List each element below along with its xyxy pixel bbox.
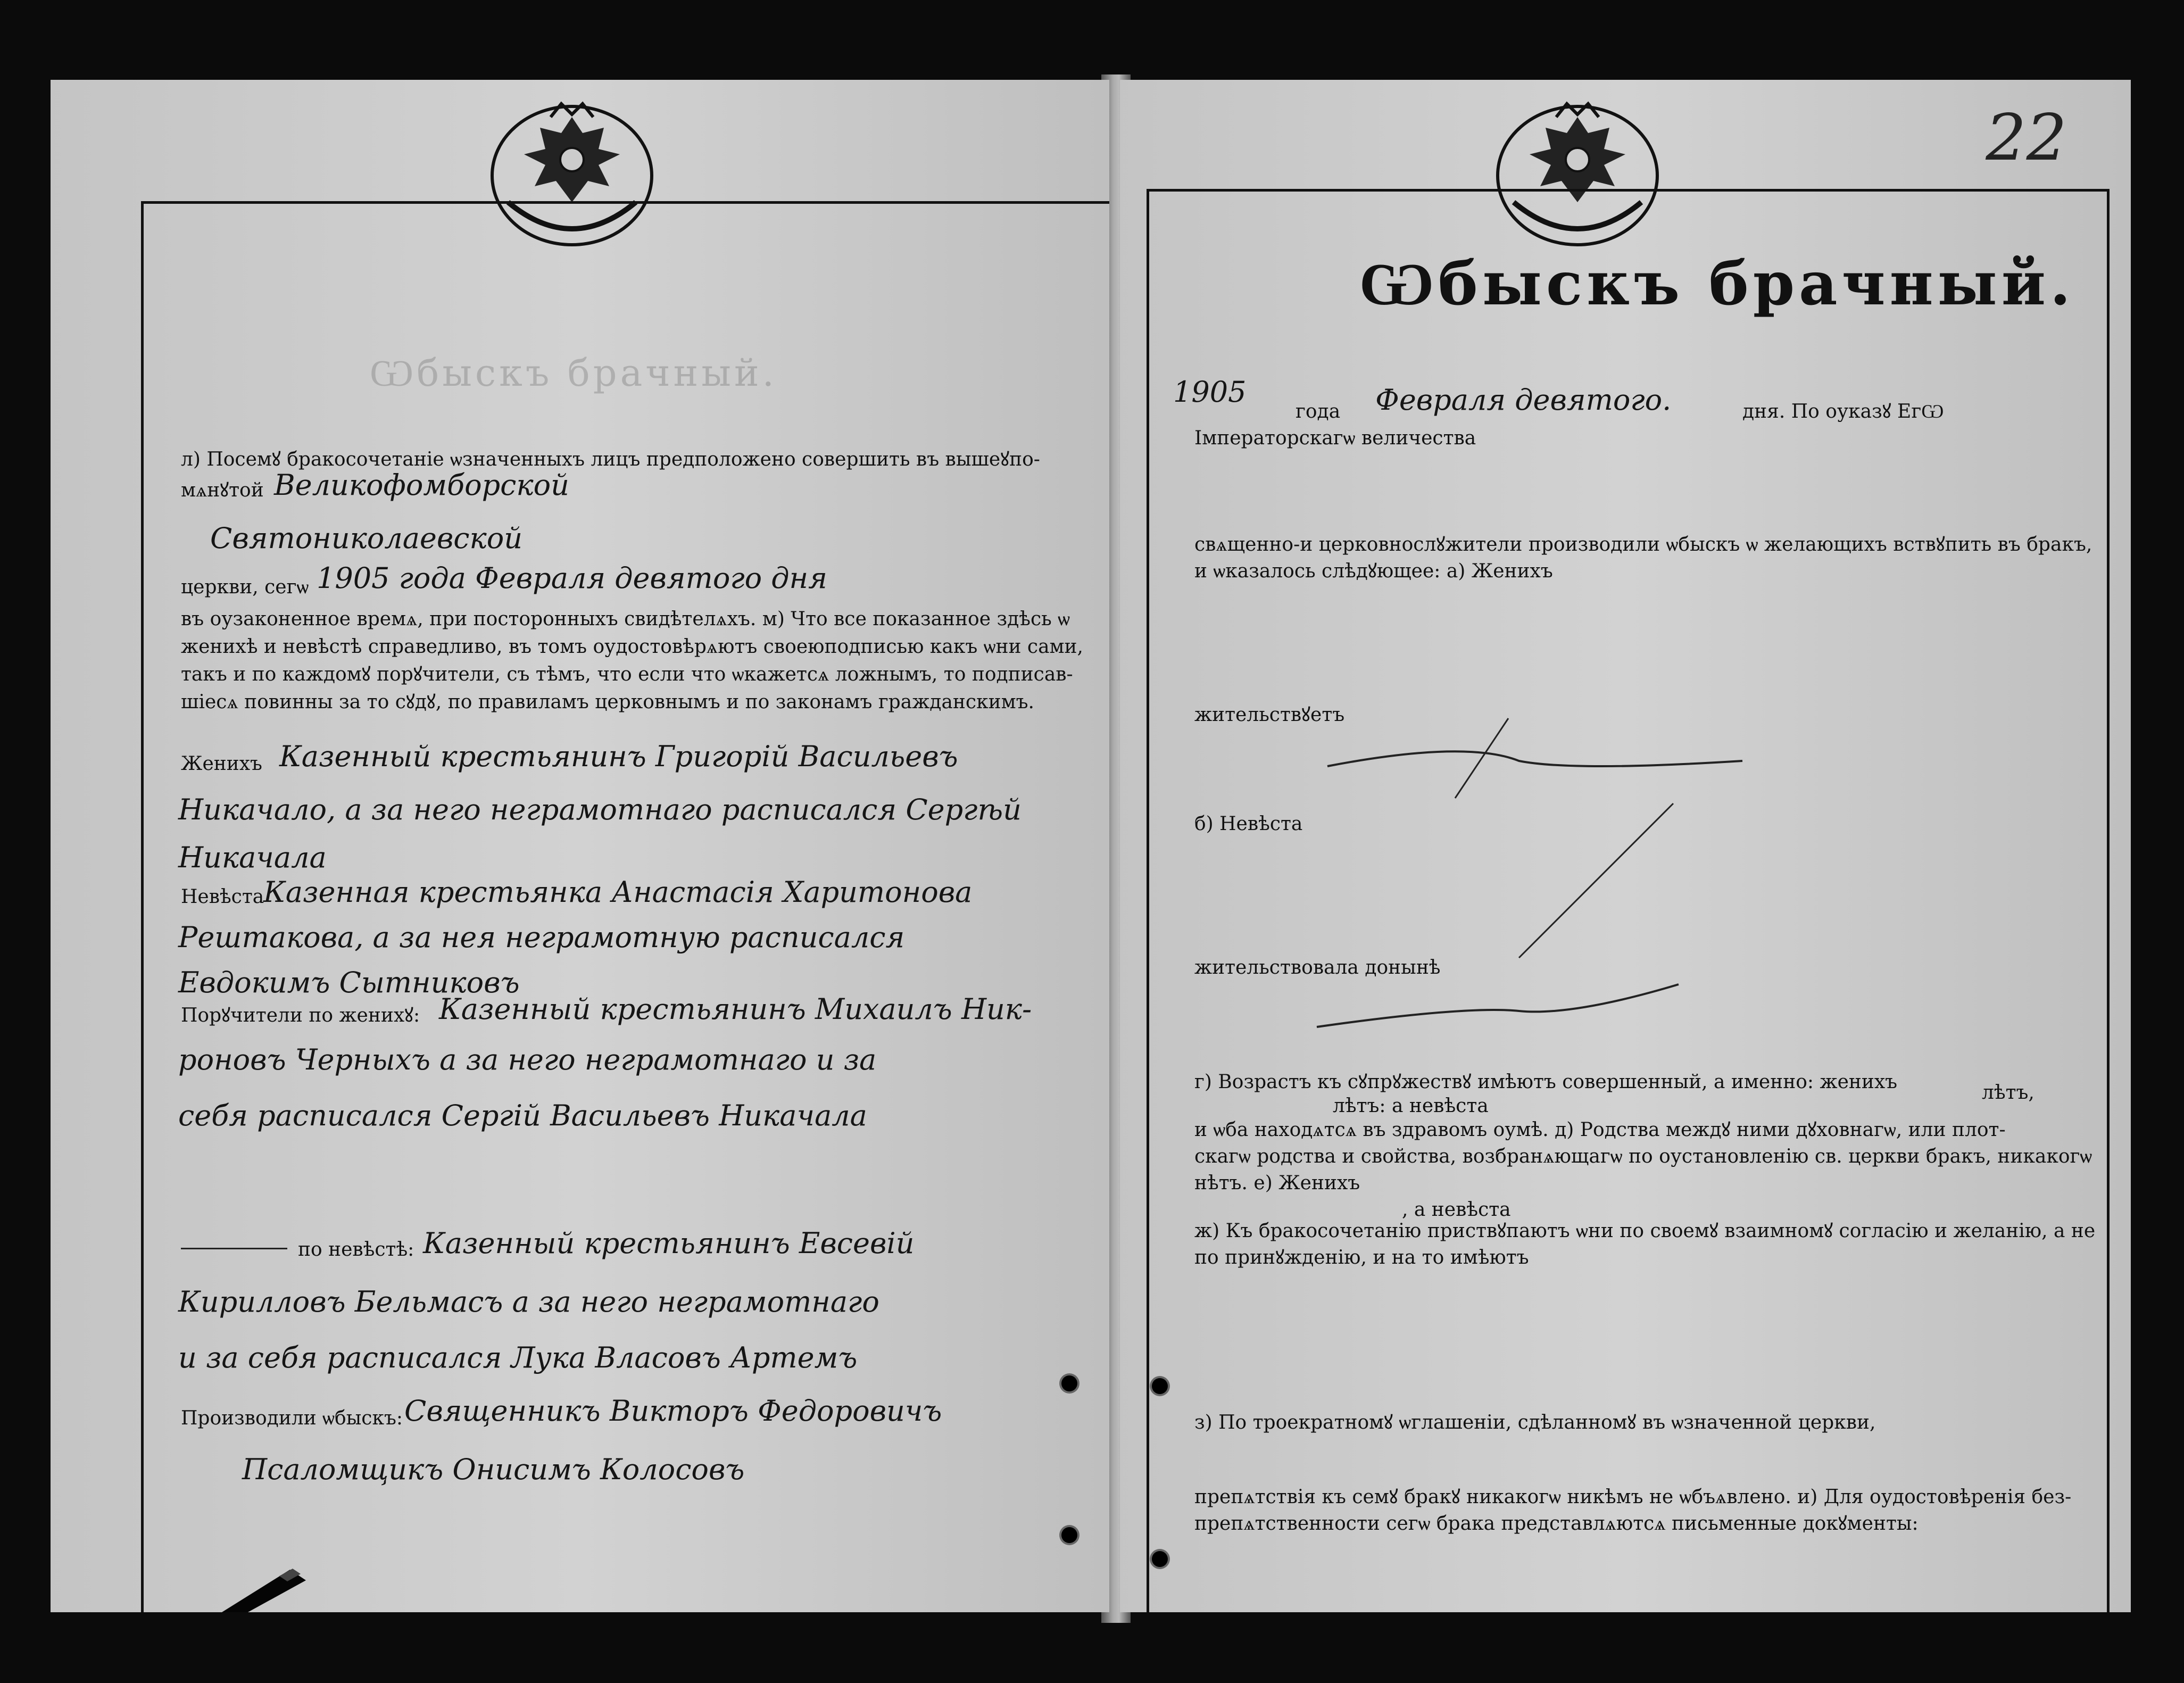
print-line: женихѣ и невѣстѣ справедливо, въ томъ оудостовѣрѧютъ своеюподписью какъ ѡни сами, — [181, 636, 1083, 658]
print-line: по принꙋжденію, и на то имѣютъ — [1194, 1247, 1529, 1269]
binding-hole — [1061, 1375, 1077, 1391]
binding-hole — [1061, 1527, 1077, 1543]
bleed-through-title: Ѡбыскъ брачный. — [370, 351, 777, 395]
handwritten-text: Никачала — [178, 841, 327, 874]
binding-hole — [1152, 1551, 1168, 1567]
print-line: лѣтъ, — [1982, 1082, 2034, 1104]
print-line: л) Посемꙋ бракосочетаніе ѡзначенныхъ лицъ предположено совершить въ вышеꙋпо- — [181, 449, 1040, 470]
handwritten-text: Рештакова, а за нея неграмотную расписался — [178, 921, 905, 954]
print-line: церкви, сегѡ — [181, 576, 309, 598]
print-line: свѧщенно-и церковнослꙋжители производили ѡбыскъ ѡ желающихъ вствꙋпить въ бракъ, — [1194, 534, 2092, 556]
print-line: и ѡба находѧтсѧ въ здравомъ оумѣ. д) Родства междꙋ ними дꙋховнагѡ, или плот- — [1194, 1119, 2006, 1141]
print-line: з) По троекратномꙋ ѡглашеніи, сдѣланномꙋ въ ѡзначенной церкви, — [1194, 1412, 1876, 1433]
handwritten-text: Казенный крестьянинъ Михаилъ Ник- — [439, 992, 1032, 1026]
print-line: Імператорскагѡ величества — [1194, 427, 1476, 449]
handwritten-text: Февраля девятого. — [1375, 383, 1672, 417]
binding-hole — [1152, 1378, 1168, 1394]
print-line: ж) Къ бракосочетанію приствꙋпаютъ ѡни по своемꙋ взаимномꙋ согласію и желанію, а не — [1194, 1220, 2096, 1242]
print-line: г) Возрастъ къ сꙋпрꙋжествꙋ имѣютъ совершенный, а именно: женихъ — [1194, 1071, 1898, 1093]
blank-line — [181, 1248, 287, 1249]
handwritten-text: Никачало, а за него неграмотнаго расписался Сергѣй — [178, 793, 1022, 826]
print-line: такъ и по каждомꙋ порꙋчители, съ тѣмъ, что если что ѡкажетсѧ ложнымъ, то подписав- — [181, 664, 1073, 685]
print-line: скагѡ родства и свойства, возбранѧющагѡ по оустановленію св. церкви бракъ, никакогѡ — [1194, 1146, 2092, 1167]
handwritten-text: Священникъ Викторъ Федоровичъ — [404, 1394, 942, 1428]
print-line: , а невѣста — [1402, 1199, 1511, 1221]
handwritten-text: Казенная крестьянка Анастасія Харитонова — [263, 875, 973, 909]
handwritten-text: Псаломщикъ Онисимъ Колосовъ — [242, 1453, 745, 1486]
page-title: Ѡбыскъ брачный. — [1359, 249, 2075, 319]
strike-through-mark — [1306, 708, 1785, 1054]
guarantors-groom-label: Порꙋчители по женихꙋ: — [181, 1005, 420, 1026]
print-line: препѧтствія къ семꙋ бракꙋ никакогѡ никѣмъ не ѡбъѧвлено. и) Для оудостовѣренія без- — [1194, 1486, 2072, 1508]
print-line: жительствовала донынѣ — [1194, 957, 1441, 979]
handwritten-text: Евдокимъ Сытниковъ — [178, 966, 520, 999]
print-line: лѣтъ: а невѣста — [1333, 1095, 1489, 1117]
handwritten-text: Казенный крестьянинъ Евсевій — [423, 1226, 915, 1260]
handwritten-text: Святониколаевской — [210, 521, 523, 555]
handwritten-text: роновъ Черныхъ а за него неграмотнаго и за — [178, 1043, 877, 1076]
print-line: дня. По оуказꙋ ЕгѠ — [1742, 401, 1944, 422]
handwritten-text: 1905 года Февраля девятого дня — [317, 561, 827, 595]
left-page — [51, 80, 1109, 1612]
print-line: б) Невѣста — [1194, 813, 1303, 835]
print-line: мѧнꙋтой — [181, 479, 264, 501]
print-line: въ оузаконенное времѧ, при посторонныхъ свидѣтелѧхъ. м) Что все показанное здѣсь ѡ — [181, 608, 1070, 630]
print-line: жительствꙋетъ — [1194, 704, 1345, 726]
print-line: шіесѧ повинны за то сꙋдꙋ, по правиламъ церковнымъ и по законамъ гражданскимъ. — [181, 691, 1034, 713]
handwritten-text: себя расписался Сергій Васильевъ Никачала — [178, 1099, 867, 1132]
groom-label: Женихъ — [181, 753, 262, 775]
handwritten-text: Кирилловъ Бельмасъ а за него неграмотнаго — [178, 1285, 879, 1319]
print-line: нѣтъ. е) Женихъ — [1194, 1172, 1360, 1194]
handwritten-text: Великофомборской — [274, 468, 569, 502]
handwritten-text: и за себя расписался Лука Власовъ Артемъ — [178, 1341, 858, 1374]
bride-label: Невѣста — [181, 886, 264, 908]
pen-object — [200, 1564, 311, 1612]
page-number: 22 — [1986, 101, 2067, 175]
handwritten-text: Казенный крестьянинъ Григорій Васильевъ — [279, 740, 958, 773]
searched-by-label: Производили ѡбыскъ: — [181, 1407, 403, 1429]
print-line: препѧтственности сегѡ брака представлѧютсѧ письменные докꙋменты: — [1194, 1513, 1919, 1535]
guarantors-bride-label: по невѣстѣ: — [298, 1239, 414, 1261]
print-line: и ѡказалось слѣдꙋющее: а) Женихъ — [1194, 560, 1553, 582]
handwritten-year: 1905 — [1173, 375, 1247, 409]
right-page — [1120, 80, 2131, 1612]
print-line: года — [1296, 401, 1341, 422]
